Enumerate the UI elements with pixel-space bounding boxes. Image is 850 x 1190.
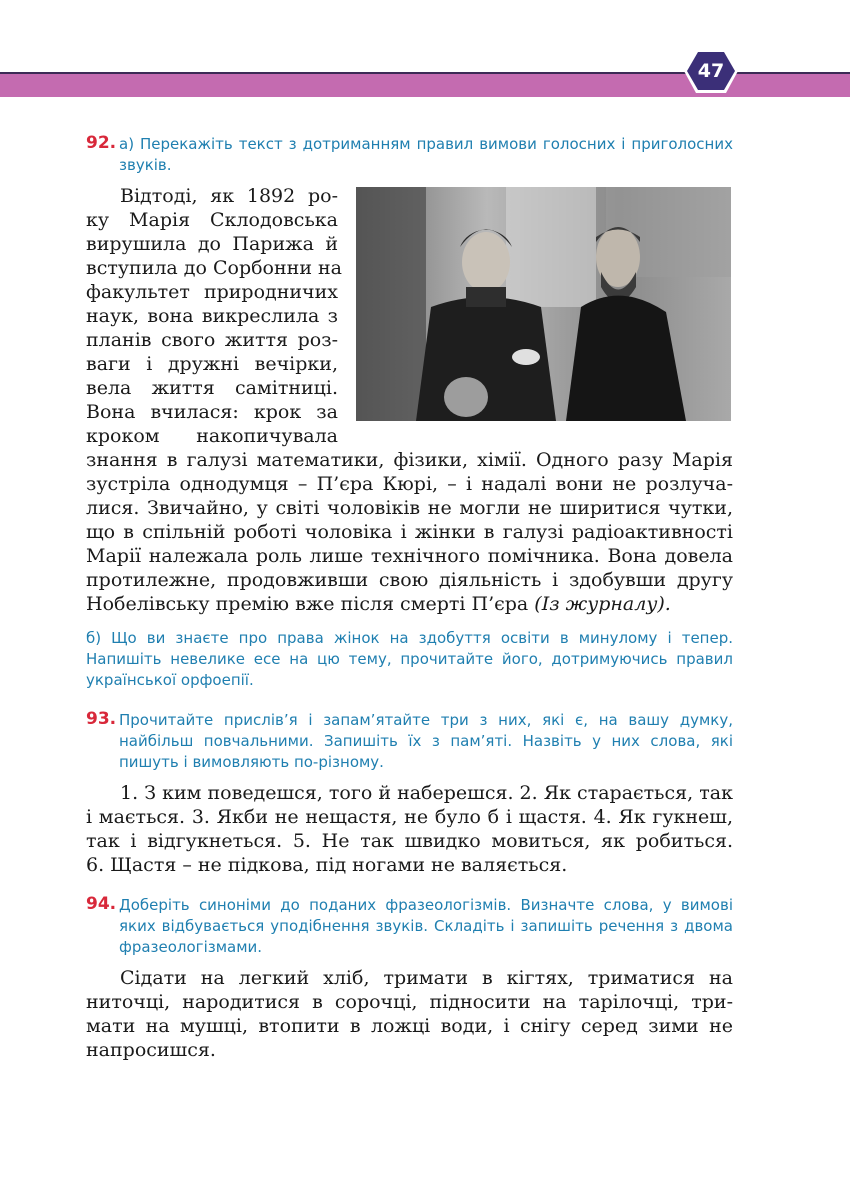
text-line: 6. Щастя – не підкова, під ногами не валяється. — [86, 854, 568, 876]
page-number: 47 — [697, 60, 725, 82]
text-line: мати на мушці, втопити в ложці води, і снігу серед зими не — [86, 1015, 733, 1037]
text-line: 1. З ким поведешся, того й наберешся. 2. Як старається, так — [120, 782, 733, 804]
task-92b: б) Що ви знаєте про права жінок на здобуття освіти в минулому і тепер. Напишіть невелике есе на цю тему, прочитайте його, дотримуючись правил української орфоепії. — [86, 629, 733, 689]
exercise-number-94: 94. — [86, 894, 117, 914]
task-93: Прочитайте прислів’я і запам’ятайте три з них, які є, на вашу думку, найбільш повчальними. Запишіть їх з пам’яті. Назвіть у них слова, які пишуть і вимовляють по-різному. — [119, 711, 733, 771]
text-line: зустріла однодумця – П’єра Кюрі, – і надалі вони не розлуча- — [86, 473, 733, 495]
text-line: Марії належала роль лише технічного помічника. Вона довела — [86, 545, 733, 567]
text-line: лися. Звичайно, у світі чоловіків не могли не ширитися чутки, — [86, 497, 733, 519]
curie-photo-image — [356, 187, 731, 421]
text-line: Сідати на легкий хліб, тримати в кігтях, триматися на — [120, 967, 733, 989]
photo-marie-pierre-curie — [356, 187, 731, 421]
text-line: планів свого життя роз- — [86, 329, 338, 351]
source-citation: (Із журналу). — [534, 593, 671, 615]
exercise-number-92: 92. — [86, 133, 117, 153]
text-line: кроком накопичувала — [86, 425, 338, 447]
exercise-number-93: 93. — [86, 709, 117, 729]
ex94-phrases — [86, 966, 733, 1062]
text-line: Відтоді, як 1892 ро- — [120, 185, 338, 207]
text-line: ваги і дружні вечірки, — [86, 353, 338, 375]
text-line: знання в галузі математики, фізики, хімії. Одного разу Марія — [86, 449, 733, 471]
ex92-text-wrapped — [86, 184, 343, 448]
text-line: ку Марія Склодовська — [86, 209, 338, 231]
text-line: що в спільній роботі чоловіка і жінки в галузі радіоактивності — [86, 521, 733, 543]
task-92a: а) Перекажіть текст з дотриманням правил вимови голосних і приголосних звуків. — [119, 135, 733, 174]
text-line: Нобелівську премію вже після смерті П’єра (Із журналу). — [86, 593, 671, 615]
text-line: напросишся. — [86, 1039, 216, 1061]
text-line: вела життя самітниці. — [86, 377, 338, 399]
text-line: ниточці, народитися в сорочці, підносити на тарілочці, три- — [86, 991, 733, 1013]
ex92-text-full — [86, 448, 733, 616]
text-line: і мається. 3. Якби не нещастя, не було б і щастя. 4. Як гукнеш, — [86, 806, 733, 828]
text-line: так і відгукнеться. 5. Не так швидко мовиться, як робиться. — [86, 830, 733, 852]
text-line: факультет природничих — [86, 281, 338, 303]
text-line: протилежне, продовживши свою діяльність і здобувши другу — [86, 569, 733, 591]
text-line: вирушила до Парижа й — [86, 233, 338, 255]
ex93-proverbs — [86, 781, 733, 877]
text-line: Вона вчилася: крок за — [86, 401, 338, 423]
text-line: вступила до Сорбонни на — [86, 257, 343, 279]
page-number-badge — [683, 48, 739, 94]
text-line: наук, вона викреслила з — [86, 305, 338, 327]
task-94: Доберіть синоніми до поданих фразеологізмів. Визначте слова, у вимові яких відбувається уподібнення звуків. Складіть і запишіть речення з двома фразеологізмами. — [119, 896, 733, 956]
